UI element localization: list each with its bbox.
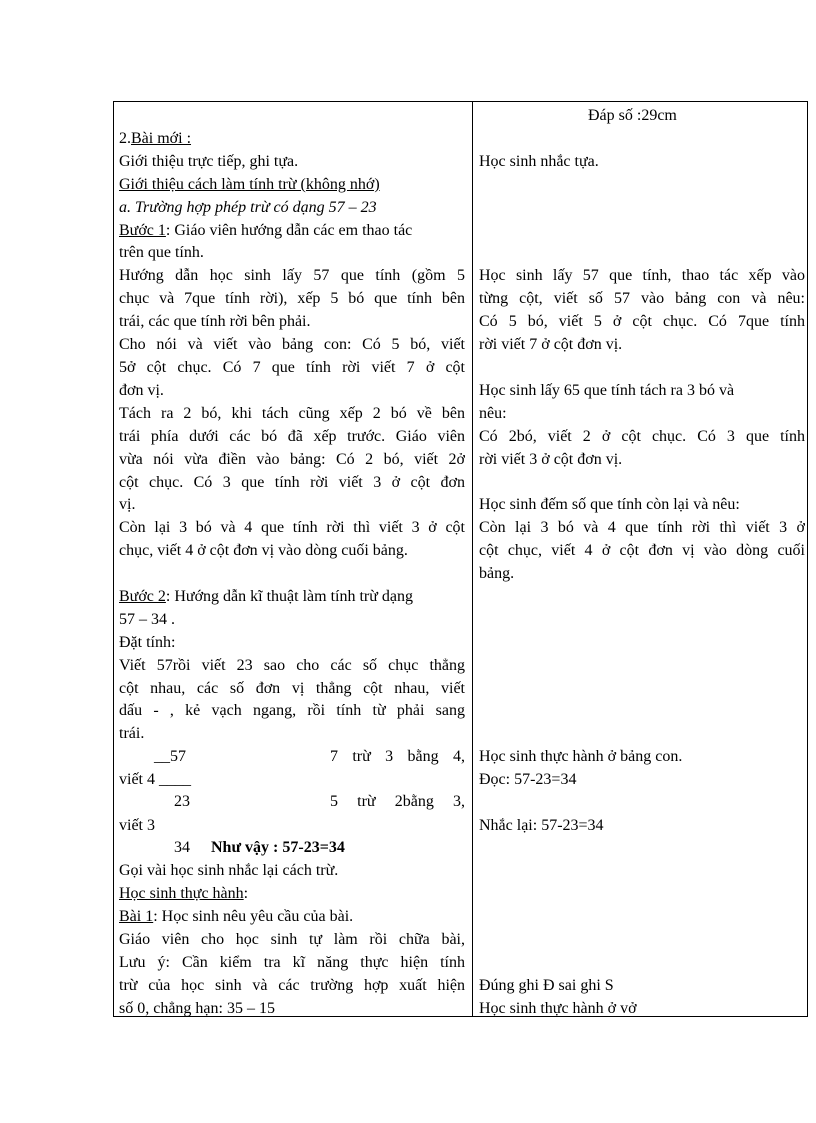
calc-step: viết 4 ____	[119, 771, 191, 788]
left-line: Hướng dẫn học sinh lấy 57 que tính (gồm 5	[119, 267, 465, 284]
practice-heading: Học sinh thực hành:	[119, 885, 249, 902]
right-line: Đúng ghi Đ sai ghi S	[479, 977, 614, 994]
calc-step: 7 trừ 3 bằng 4,	[330, 748, 465, 765]
right-line: Còn lại 3 bó và 4 que tính rời thì viết 3 ở	[479, 519, 805, 536]
left-line: Còn lại 3 bó và 4 que tính rời thì viết 3 ở cột	[119, 519, 465, 536]
left-line: 57 – 34 .	[119, 611, 175, 628]
right-line: từng cột, viết số 57 vào bảng con và nêu:	[479, 290, 805, 307]
right-line: Có 2bó, viết 2 ở cột chục. Có 3 que tính	[479, 428, 805, 445]
lesson-table	[113, 101, 808, 1017]
right-line: Học sinh thực hành ở bảng con.	[479, 748, 683, 765]
right-line: rời viết 7 ở cột đơn vị.	[479, 336, 623, 353]
left-line: trái, các que tính rời bên phải.	[119, 313, 311, 330]
left-line: Giới thiệu trực tiếp, ghi tựa.	[119, 153, 299, 170]
left-line: 5ở cột chục. Có 7 que tính rời viết 7 ở cột	[119, 359, 465, 376]
right-line: Học sinh lấy 65 que tính tách ra 3 bó và	[479, 382, 735, 399]
left-line: Giáo viên cho học sinh tự làm rồi chữa bài,	[119, 931, 465, 948]
left-line: Lưu ý: Cần kiểm tra kĩ năng thực hiện tính	[119, 954, 465, 971]
column-divider	[472, 102, 473, 1016]
left-line: cột nhau, các số đơn vị thẳng cột nhau, viết	[119, 680, 465, 697]
right-line: bảng.	[479, 565, 515, 582]
left-line: chục, viết 4 ở cột đơn vị vào dòng cuối bảng.	[119, 542, 408, 559]
left-line: trái.	[119, 725, 145, 742]
right-line: Học sinh lấy 57 que tính, thao tác xếp vào	[479, 267, 805, 284]
calc-step: 5 trừ 2bằng 3,	[330, 793, 465, 810]
left-line: đơn vị.	[119, 382, 164, 399]
calc-result: 34	[174, 839, 190, 856]
calc-step: viết 3	[119, 817, 155, 834]
right-line: Học sinh thực hành ở vở	[479, 1000, 637, 1017]
left-line: dấu - , kẻ vạch ngang, rồi tính từ phải sang	[119, 702, 465, 719]
left-line: trái phía dưới các bó đã xếp trước. Giáo viên	[119, 428, 465, 445]
right-line: Nhắc lại: 57-23=34	[479, 817, 604, 834]
left-line: chục và 7que tính rời), xếp 5 bó que tính bên	[119, 290, 465, 307]
left-line: Cho nói và viết vào bảng con: Có 5 bó, viết	[119, 336, 465, 353]
step-line: Bước 2: Hướng dẫn kĩ thuật làm tính trừ dạng	[119, 588, 414, 605]
right-line: nêu:	[479, 405, 507, 422]
step-line: Bước 1: Giáo viên hướng dẫn các em thao tác	[119, 222, 413, 239]
left-line: Gọi vài học sinh nhắc lại cách trừ.	[119, 862, 339, 879]
section-heading: 2.Bài mới :	[119, 130, 192, 147]
right-line: Học sinh đếm số que tính còn lại và nêu:	[479, 496, 740, 513]
right-line: Có 5 bó, viết 5 ở cột chục. Có 7que tính	[479, 313, 805, 330]
left-line: Đặt tính:	[119, 634, 176, 651]
left-line: cột chục. Có 3 que tính rời viết 3 ở cột đơn	[119, 474, 465, 491]
left-line: vừa nói vừa điền vào bảng: Có 2 bó, viết 2ở	[119, 451, 465, 468]
right-line: cột chục, viết 4 ở cột đơn vị vào dòng cuối	[479, 542, 805, 559]
right-line: Học sinh nhắc tựa.	[479, 153, 599, 170]
left-line: trừ của học sinh và các trường hợp xuất hiện	[119, 977, 465, 994]
left-line: Tách ra 2 bó, khi tách cũng xếp 2 bó về bên	[119, 405, 465, 422]
left-line: số 0, chẳng hạn: 35 – 15	[119, 1000, 275, 1017]
left-line: Viết 57rồi viết 23 sao cho các số chục thẳng	[119, 657, 465, 674]
left-line: vị.	[119, 496, 136, 513]
answer-text: Đáp số :29cm	[588, 107, 677, 124]
right-line: rời viết 3 ở cột đơn vị.	[479, 451, 623, 468]
right-line: Đọc: 57-23=34	[479, 771, 577, 788]
left-line: trên que tính.	[119, 244, 204, 261]
subheading: Giới thiệu cách làm tính trừ (không nhớ)	[119, 176, 380, 193]
calc-subtrahend: 23	[174, 793, 190, 810]
calc-minuend: __57	[154, 748, 186, 765]
case-heading: a. Trường hợp phép trừ có dạng 57 – 23	[119, 199, 377, 216]
calc-conclusion: Như vậy : 57-23=34	[211, 839, 345, 856]
exercise-line: Bài 1: Học sinh nêu yêu cầu của bài.	[119, 908, 354, 925]
